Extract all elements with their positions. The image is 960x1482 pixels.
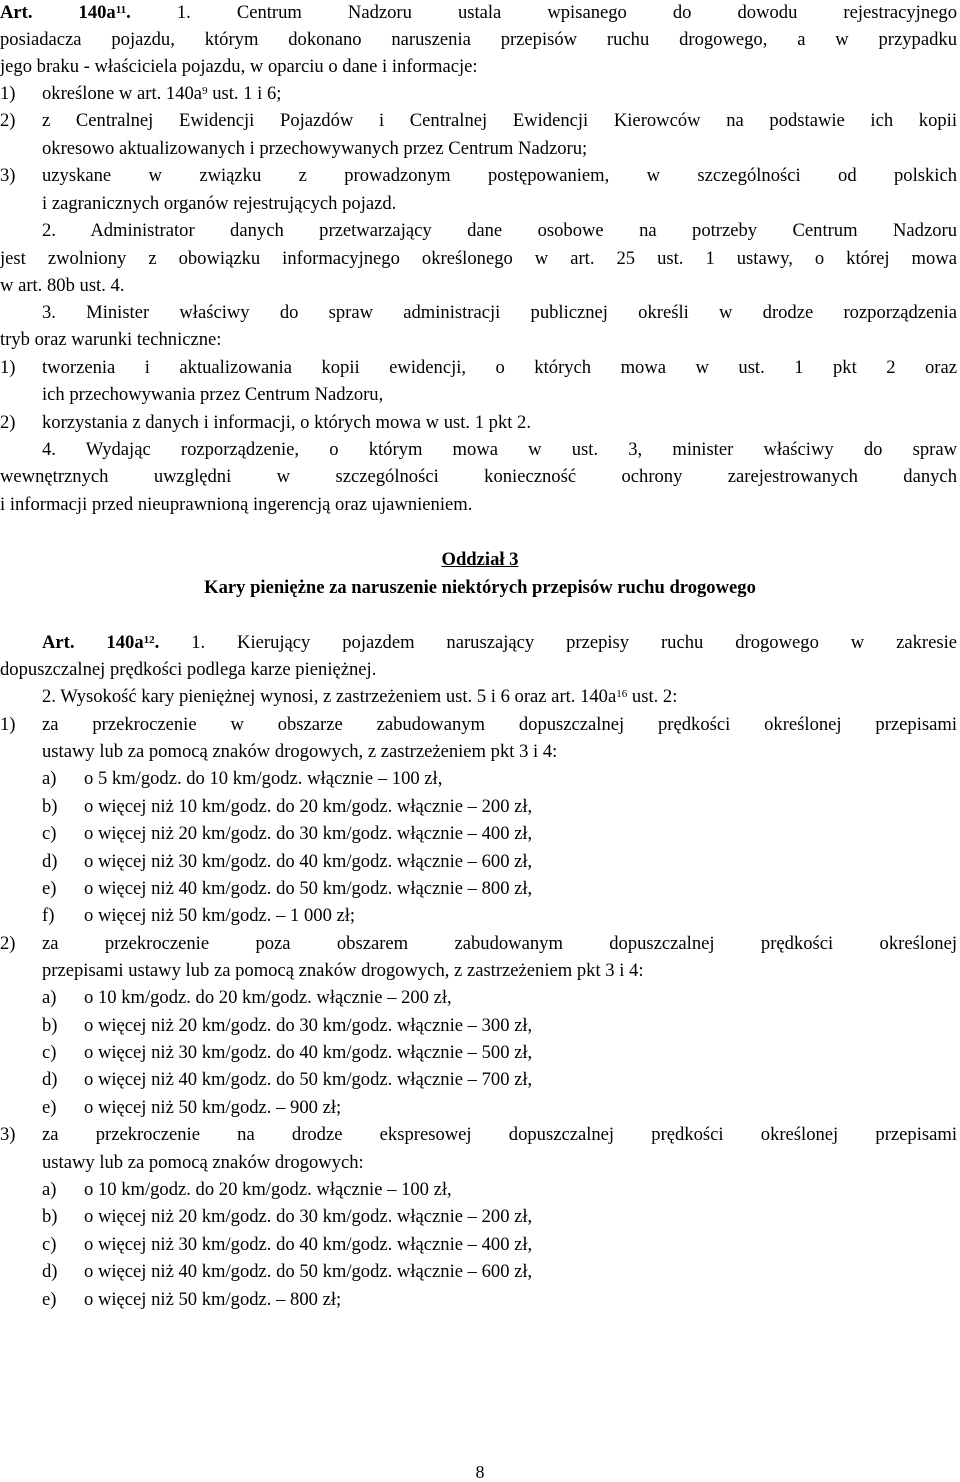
- point-text: za przekroczenie na drodze ekspresowej dopuszczalnej prędkości określonej przepisami: [42, 1124, 957, 1145]
- paragraph-number: 1.: [191, 632, 206, 653]
- point-number: 3): [0, 1124, 16, 1145]
- section-title: Oddział 3: [441, 549, 519, 570]
- art-140a12-para1-line1: [42, 630, 957, 656]
- point-text: za przekroczenie poza obszarem zabudowanym dopuszczalnej prędkości określonej: [42, 933, 957, 954]
- art-140a11-para3-point-1-line2: ich przechowywania przez Centrum Nadzoru,: [42, 384, 384, 405]
- article-heading: Art. $140a^{11}$.: [0, 2, 131, 23]
- art-140a12-point-2-line2: przepisami ustawy lub za pomocą znaków drogowych, z zastrzeżeniem pkt 3 i 4:: [42, 960, 644, 981]
- paragraph-text: Centrum Nadzoru ustala wpisanego do dowodu rejestracyjnego: [236, 2, 957, 23]
- page-number: 8: [475, 1462, 485, 1482]
- point-number: 2): [0, 933, 16, 954]
- document-page: Art. $140a^{11}$. 1. Centrum Nadzoru ustala wpisanego do dowodu rejestracyjnego posiadacza pojazdu, którym dokonano naruszenia przepisów ruchu drogowego, a w przypadku jego braku - właściciela pojazdu, w oparciu o dane i informacje: 1) określone w art. $140a^9$ ust. 1 i 6; 2) z Centralnej Ewidencji Pojazdów i Centralnej Ewidencji Kierowców na podstawie ich kopii okresowo aktualizowanych i przechowywanych przez Centrum Nadzoru; 3) uzyskane w związku z prowadzonym postępowaniem, w szczególności od polskich i zagranicznych organów rejestrujących pojazd. 2. Administrator danych przetwarzający dane osobowe na potrzeby Centrum Nadzoru jest zwolniony z obowiązku informacyjnego określonego w art. 25 ust. 1 ustawy, o której mowa w art. 80b ust. 4. 3. Minister właściwy do spraw administracji publicznej określi w drodze rozporządzenia tryb oraz warunki techniczne: 1) tworzenia i aktualizowania kopii ewidencji, o których mowa w ust. 1 pkt 2 oraz ich przechowywania przez Centrum Nadzoru, 2) korzystania z danych i informacji, o których mowa w ust. 1 pkt 2. 4. Wydając rozporządzenie, o którym mowa w ust. 3, minister właściwy do spraw wewnętrznych uwzględni w szczególności konieczność ochrony zarejestrowanych danych i informacji przed nieuprawnioną ingerencją oraz ujawnieniem. Oddział 3 Kary pieniężne za naruszenie niektórych przepisów ruchu drogowego Art. $140a^{12}$. 1. Kierujący pojazdem naruszający przepisy ruchu drogowego w zakresie dopuszczalnej prędkości podlega karze pieniężnej. 2. Wysokość kary pieniężnej wynosi, z zastrzeżeniem ust. 5 i 6 oraz art. $140a^{16}$ ust. 2: 1) za przekroczenie w obszarze zabudowanym dopuszczalnej prędkości określonej przepisami ustawy lub za pomocą znaków drogowych, z zastrzeżeniem pkt 3 i 4: a) o 5 km/godz. do 10 km/godz. włącznie – 100 zł, b) o więcej niż 10 km/godz. do 20 km/godz. włącznie – 200 zł, c) o więcej niż 20 km/godz. do 30 km/godz. włącznie – 400 zł, d) o więcej niż 30 km/godz. do 40 km/godz. włącznie – 600 zł, e) o więcej niż 40 km/godz. do 50 km/godz. włącznie – 800 zł, f) o więcej niż 50 km/godz. – 1 000 zł; 2) za przekroczenie poza obszarem zabudowanym dopuszczalnej prędkości określonej przepisami ustawy lub za pomocą znaków drogowych, z zastrzeżeniem pkt 3 i 4: a) o 10 km/godz. do 20 km/godz. włącznie – 200 zł, b) o więcej niż 20 km/godz. do 30 km/godz. włącznie – 300 zł, c) o więcej niż 30 km/godz. do 40 km/godz. włącznie – 500 zł, d) o więcej niż 40 km/godz. do 50 km/godz. włącznie – 700 zł, e) o więcej niż 50 km/godz. – 900 zł; 3) za przekroczenie na drodze ekspresowej dopuszczalnej prędkości określonej przepisami ustawy lub za pomocą znaków drogowych: a) o 10 km/godz. do 20 km/godz. włącznie – 100 zł, b) o więcej niż 20 km/godz. do 30 km/godz. włącznie – 200 zł, c) o więcej niż 30 km/godz. do 40 km/godz. włącznie – 400 zł, d) o więcej niż 40 km/godz. do 50 km/godz. włącznie – 600 zł, e) o więcej niż 50 km/godz. – 800 zł; 8: [0, 0, 960, 1482]
- point-text: korzystania z danych i informacji, o których mowa w ust. 1 pkt 2.: [42, 412, 532, 433]
- point-number: 1): [0, 83, 16, 104]
- art-140a11-para1-line3: jego braku - właściciela pojazdu, w oparciu o dane i informacje:: [0, 56, 478, 77]
- point-number: 1): [0, 357, 16, 378]
- point-text: za przekroczenie w obszarze zabudowanym dopuszczalnej prędkości określonej przepisami: [42, 714, 957, 735]
- point-number: 2): [0, 110, 16, 131]
- art-140a11-point-3-line2: i zagranicznych organów rejestrujących pojazd.: [42, 193, 397, 214]
- art-140a11-para3-line2: tryb oraz warunki techniczne:: [0, 329, 222, 350]
- point-text: określone w art. $140a^9$ ust. 1 i 6;: [42, 83, 282, 104]
- art-140a11-para4-line2: wewnętrznych uwzględni w szczególności konieczność ochrony zarejestrowanych danych: [0, 466, 957, 487]
- art-140a12-point-1-line2: ustawy lub za pomocą znaków drogowych, z zastrzeżeniem pkt 3 i 4:: [42, 741, 558, 762]
- art-140a12-para1-line2: dopuszczalnej prędkości podlega karze pieniężnej.: [0, 659, 377, 680]
- art-140a11-para4-line3: i informacji przed nieuprawnioną ingerencją oraz ujawnieniem.: [0, 494, 473, 515]
- paragraph-text: Kierujący pojazdem naruszający przepisy ruchu drogowego w zakresie: [237, 632, 957, 653]
- art-140a11-para2-line3: w art. 80b ust. 4.: [0, 275, 125, 296]
- art-140a11-para3-line1: 3. Minister właściwy do spraw administracji publicznej określi w drodze rozporządzenia: [42, 302, 957, 323]
- art-140a11-point-2-line2: okresowo aktualizowanych i przechowywanych przez Centrum Nadzoru;: [42, 138, 588, 159]
- article-heading: Art. $140a^{12}$.: [42, 632, 160, 653]
- point-number: 3): [0, 165, 16, 186]
- art-140a11-para1-line1: [0, 0, 957, 26]
- point-text: tworzenia i aktualizowania kopii ewidencji, o których mowa w ust. 1 pkt 2 oraz: [42, 357, 957, 378]
- point-text: z Centralnej Ewidencji Pojazdów i Centralnej Ewidencji Kierowców na podstawie ich kopii: [42, 110, 957, 131]
- art-140a12-point-3-line2: ustawy lub za pomocą znaków drogowych:: [42, 1152, 364, 1173]
- point-text: uzyskane w związku z prowadzonym postępowaniem, w szczególności od polskich: [42, 165, 957, 186]
- art-140a11-para1-line2: posiadacza pojazdu, którym dokonano naruszenia przepisów ruchu drogowego, a w przypadku: [0, 29, 957, 50]
- paragraph-number: 1.: [176, 2, 191, 23]
- point-number: 1): [0, 714, 16, 735]
- art-140a12-para2: 2. Wysokość kary pieniężnej wynosi, z zastrzeżeniem ust. 5 i 6 oraz art. $140a^{16}$ ust. 2:: [42, 686, 678, 707]
- art-140a11-para4-line1: 4. Wydając rozporządzenie, o którym mowa w ust. 3, minister właściwy do spraw: [42, 439, 957, 460]
- section-subtitle: Kary pieniężne za naruszenie niektórych przepisów ruchu drogowego: [204, 577, 756, 598]
- art-140a11-para2-line2: jest zwolniony z obowiązku informacyjnego określonego w art. 25 ust. 1 ustawy, o której mowa: [0, 248, 957, 269]
- point-number: 2): [0, 412, 16, 433]
- art-140a11-para2-line1: 2. Administrator danych przetwarzający dane osobowe na potrzeby Centrum Nadzoru: [42, 220, 957, 241]
